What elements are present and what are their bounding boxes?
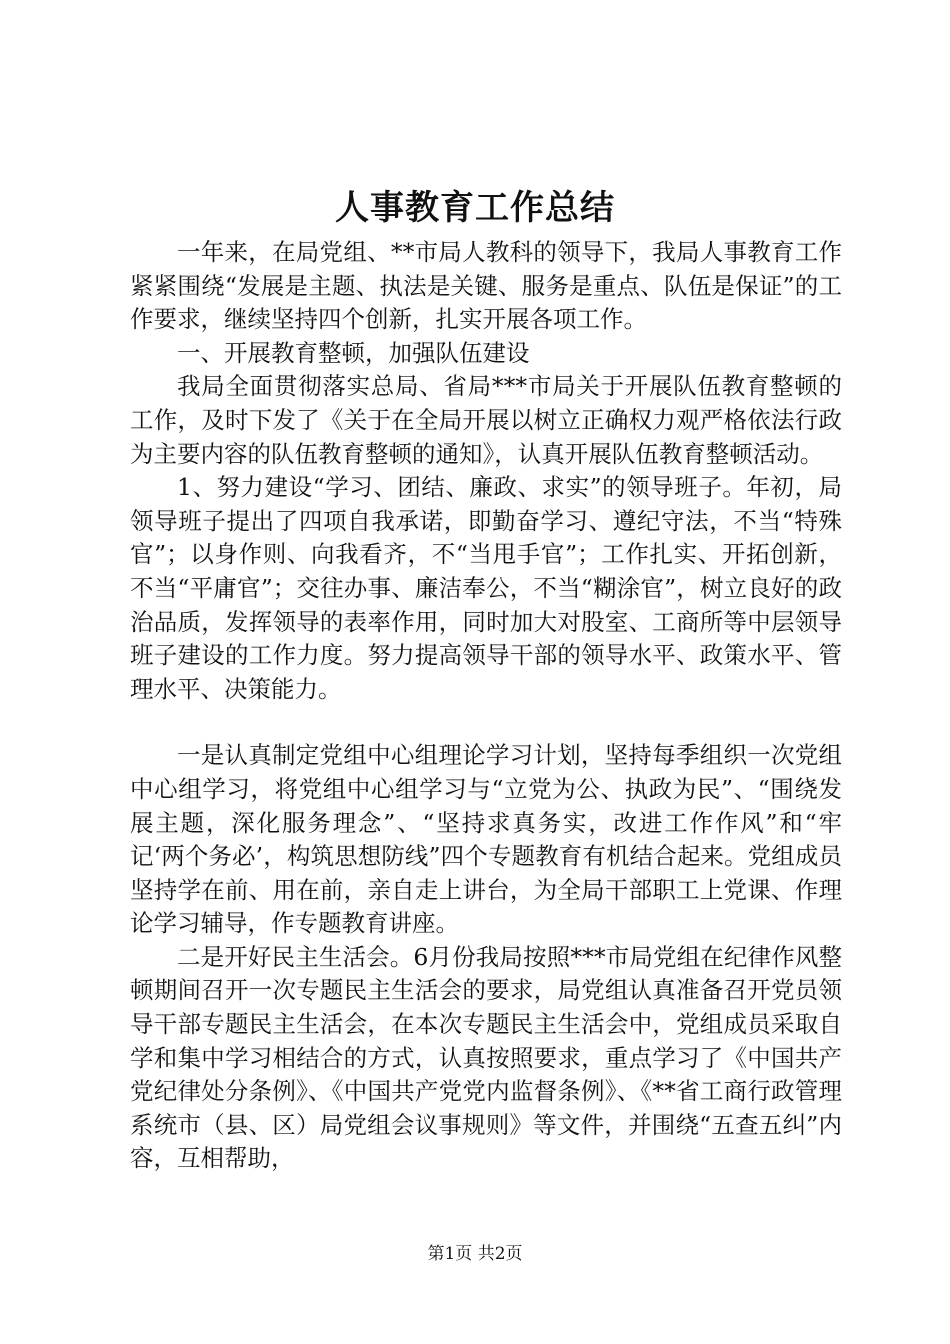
paragraph-rectification: 我局全面贯彻落实总局、省局***市局关于开展队伍教育整顿的工作，及时下发了《关于在全局开展以树立正确权力观严格依法行政为主要内容的队伍教育整顿的通知》，认真开展队伍教育整顿活动。 <box>130 372 842 468</box>
paragraph-study-plan: 一是认真制定党组中心组理论学习计划，坚持每季组织一次党组中心组学习，将党组中心组学习与“立党为公、执政为民”、“围绕发展主题，深化服务理念”、“坚持求真务实，改进工作作风”和“牢记‘两个务必’，构筑思想防线”四个专题教育有机结合起来。党组成员坚持学在前、用在前，亲自走上讲台，为全局干部职工上党课、作理论学习辅导，作专题教育讲座。 <box>130 741 842 938</box>
paragraph-leadership: 1、努力建设“学习、团结、廉政、求实”的领导班子。年初，局领导班子提出了四项自我承诺，即勤奋学习、遵纪守法，不当“特殊官”；以身作则、向我看齐，不“当甩手官”；工作扎实、开拓创新，不当“平庸官”；交往办事、廉洁奉公，不当“糊涂官”，树立良好的政治品质，发挥领导的表率作用，同时加大对股室、工商所等中层领导班子建设的工作力度。努力提高领导干部的领导水平、政策水平、管理水平、决策能力。 <box>130 473 842 703</box>
document-title: 人事教育工作总结 <box>335 188 615 228</box>
paragraph-democratic-meeting: 二是开好民主生活会。6月份我局按照***市局党组在纪律作风整顿期间召开一次专题民主生活会的要求，局党组认真准备召开党员领导干部专题民主生活会，在本次专题民主生活会中，党组成员采取自学和集中学习相结合的方式，认真按照要求，重点学习了《中国共产党纪律处分条例》、《中国共产党党内监督条例》、《**省工商行政管理系统市（县、区）局党组会议事规则》等文件，并围绕“五查五纠”内容，互相帮助， <box>130 942 842 1173</box>
document-body <box>130 236 842 1176</box>
section-heading: 一、开展教育整顿，加强队伍建设 <box>177 338 530 367</box>
paragraph-intro: 一年来，在局党组、**市局人教科的领导下，我局人事教育工作紧紧围绕“发展是主题、执法是关键、服务是重点、队伍是保证”的工作要求，继续坚持四个创新，扎实开展各项工作。 <box>130 238 842 334</box>
page-footer: 第1页 共2页 <box>427 1244 523 1264</box>
